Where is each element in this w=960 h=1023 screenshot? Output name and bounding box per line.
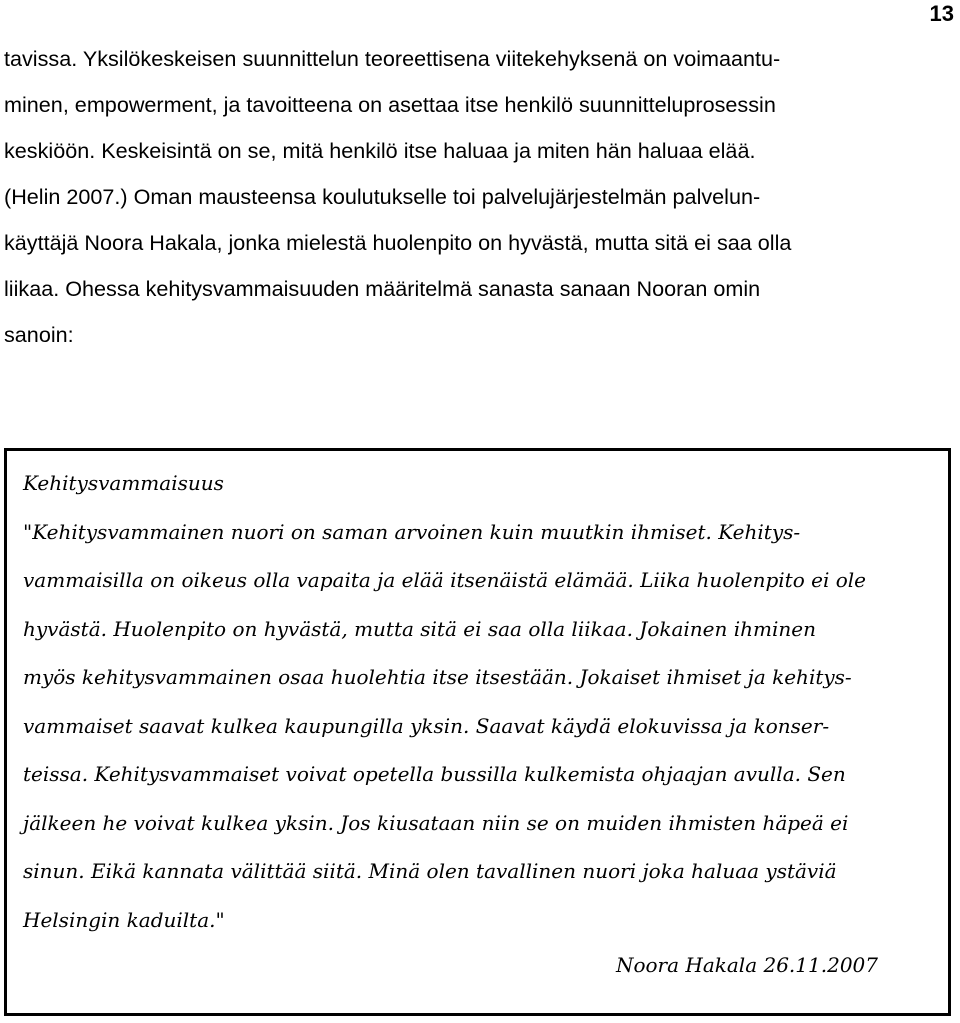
body-line: minen, empowerment, ja tavoitteena on asettaa itse henkilö suunnitteluprosessin	[4, 92, 776, 117]
page-number: 13	[929, 1, 954, 26]
quote-title: Kehitysvammaisuus	[23, 471, 224, 495]
body-line: käyttäjä Noora Hakala, jonka mielestä huolenpito on hyvästä, mutta sitä ei saa olla	[4, 230, 792, 255]
body-line: sanoin:	[4, 322, 74, 347]
body-line: (Helin 2007.) Oman mausteensa koulutukselle toi palvelujärjestelmän palvelun-	[4, 184, 761, 209]
quote-line: teissa. Kehitysvammaiset voivat opetella bussilla kulkemista ohjaajan avulla. Sen	[23, 762, 846, 786]
body-paragraph	[4, 36, 954, 358]
quote-line: myös kehitysvammainen osaa huolehtia itse itsestään. Jokaiset ihmiset ja kehitys-	[23, 665, 852, 689]
quote-box	[4, 448, 951, 1016]
quote-line: "Kehitysvammainen nuori on saman arvoinen kuin muutkin ihmiset. Kehitys-	[23, 519, 801, 544]
quote-line: jälkeen he voivat kulkea yksin. Jos kiusataan niin se on muiden ihmisten häpeä ei	[23, 810, 849, 835]
quote-content	[23, 459, 943, 944]
body-line: tavissa. Yksilökeskeisen suunnittelun teoreettisena viitekehyksenä on voimaantu-	[4, 46, 781, 71]
body-line: liikaa. Ohessa kehitysvammaisuuden määritelmä sanasta sanaan Nooran omin	[4, 276, 761, 301]
quote-line: hyvästä. Huolenpito on hyvästä, mutta sitä ei saa olla liikaa. Jokainen ihminen	[23, 616, 816, 641]
quote-line: sinun. Eikä kannata välittää siitä. Minä olen tavallinen nuori joka haluaa ystäviä	[23, 859, 837, 883]
quote-line: Helsingin kaduilta."	[23, 907, 225, 932]
quote-signature: Noora Hakala 26.11.2007	[615, 953, 878, 977]
quote-line: vammaisilla on oikeus olla vapaita ja elää itsenäistä elämää. Liika huolenpito ei ole	[23, 568, 866, 592]
body-line: keskiöön. Keskeisintä on se, mitä henkilö itse haluaa ja miten hän haluaa elää.	[4, 138, 756, 163]
quote-line: vammaiset saavat kulkea kaupungilla yksin. Saavat käydä elokuvissa ja konser-	[23, 713, 830, 738]
